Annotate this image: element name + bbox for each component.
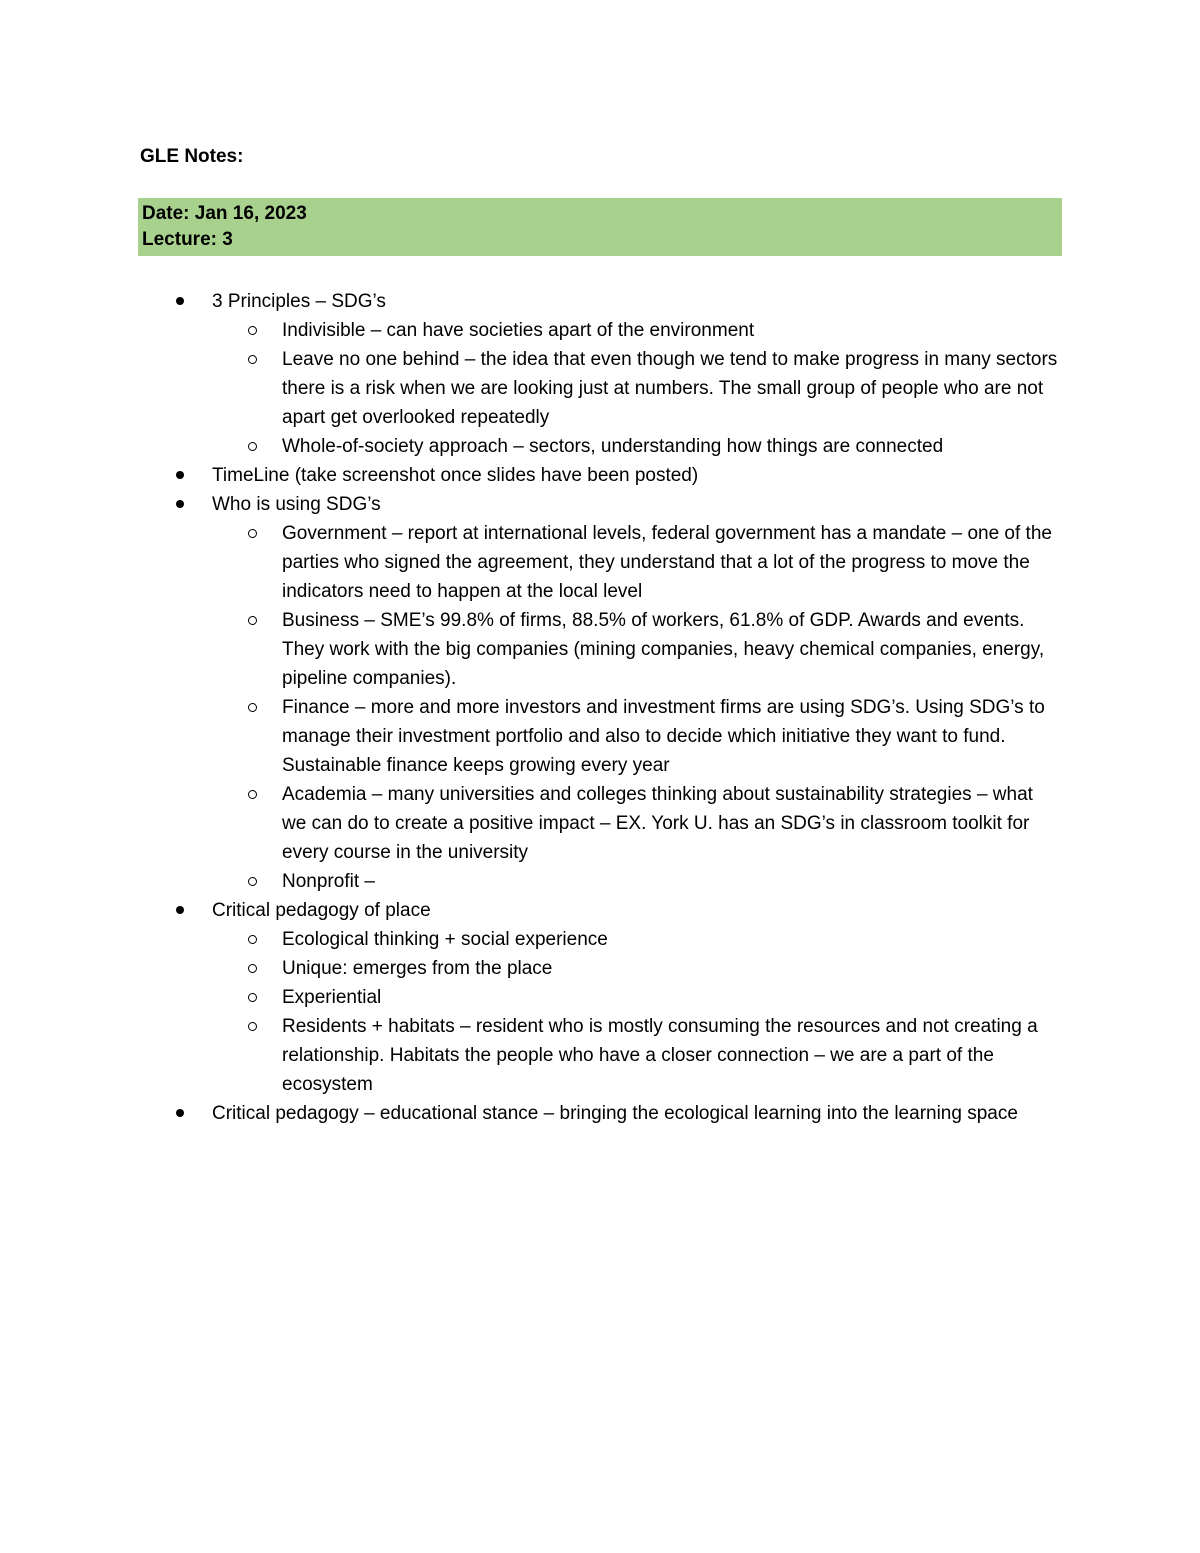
bullet-item	[140, 1099, 1062, 1128]
bullet-dot-icon	[176, 471, 184, 479]
bullet-text: Critical pedagogy – educational stance – bringing the ecological learning into the learning space	[212, 1103, 1018, 1124]
circle-bullet-icon	[248, 355, 257, 364]
notes-list	[140, 287, 1062, 1128]
sub-bullet-item	[210, 925, 1062, 954]
circle-bullet-icon	[248, 326, 257, 335]
sub-bullet-text: Business – SME’s 99.8% of firms, 88.5% of workers, 61.8% of GDP. Awards and events. They work with the big companies (mining companies, heavy chemical companies, energy, pipeline companies).	[282, 610, 1045, 689]
bullet-item	[140, 490, 1062, 896]
circle-bullet-icon	[248, 1022, 257, 1031]
sub-bullet-item	[210, 780, 1062, 867]
sub-bullet-item	[210, 345, 1062, 432]
sub-bullet-text: Unique: emerges from the place	[282, 958, 553, 979]
bullet-dot-icon	[176, 297, 184, 305]
sub-bullet-item	[210, 316, 1062, 345]
lecture-date: Date: Jan 16, 2023	[142, 203, 307, 224]
sub-bullet-item	[210, 983, 1062, 1012]
circle-bullet-icon	[248, 964, 257, 973]
sub-bullet-text: Nonprofit –	[282, 871, 375, 892]
sub-bullet-text: Ecological thinking + social experience	[282, 929, 608, 950]
sub-bullet-text: Residents + habitats – resident who is mostly consuming the resources and not creating a relationship. Habitats the people who have a closer connection – we are a part of the ecosystem	[282, 1016, 1038, 1095]
circle-bullet-icon	[248, 790, 257, 799]
bullet-dot-icon	[176, 500, 184, 508]
circle-bullet-icon	[248, 703, 257, 712]
sub-bullet-list	[210, 316, 1062, 461]
sub-bullet-text: Experiential	[282, 987, 382, 1008]
lecture-number: Lecture: 3	[142, 229, 233, 250]
circle-bullet-icon	[248, 529, 257, 538]
bullet-dot-icon	[176, 906, 184, 914]
sub-bullet-text: Whole-of-society approach – sectors, understanding how things are connected	[282, 436, 944, 457]
sub-bullet-list	[210, 925, 1062, 1099]
sub-bullet-text: Finance – more and more investors and investment firms are using SDG’s. Using SDG’s to manage their investment portfolio and also to decide which initiative they want to fund. Sustainable finance keeps growing every year	[282, 697, 1045, 776]
bullet-item	[140, 461, 1062, 490]
circle-bullet-icon	[248, 616, 257, 625]
sub-bullet-item	[210, 606, 1062, 693]
sub-bullet-item	[210, 1012, 1062, 1099]
sub-bullet-list	[210, 519, 1062, 896]
document-title: GLE Notes:	[140, 146, 244, 167]
bullet-text: TimeLine (take screenshot once slides have been posted)	[212, 465, 699, 486]
circle-bullet-icon	[248, 442, 257, 451]
sub-bullet-text: Indivisible – can have societies apart of the environment	[282, 320, 755, 341]
sub-bullet-text: Government – report at international levels, federal government has a mandate – one of the parties who signed the agreement, they understand that a lot of the progress to move the indicators need to happen at the local level	[282, 523, 1052, 602]
bullet-dot-icon	[176, 1109, 184, 1117]
sub-bullet-text: Academia – many universities and colleges thinking about sustainability strategies – what we can do to create a positive impact – EX. York U. has an SDG’s in classroom toolkit for every course in the university	[282, 784, 1033, 863]
sub-bullet-item	[210, 867, 1062, 896]
bullet-text: 3 Principles – SDG’s	[212, 291, 386, 312]
sub-bullet-item	[210, 519, 1062, 606]
circle-bullet-icon	[248, 993, 257, 1002]
sub-bullet-item	[210, 693, 1062, 780]
bullet-item	[140, 287, 1062, 461]
sub-bullet-item	[210, 432, 1062, 461]
lecture-header-box	[138, 198, 1062, 256]
sub-bullet-item	[210, 954, 1062, 983]
bullet-item	[140, 896, 1062, 1099]
bullet-text: Critical pedagogy of place	[212, 900, 431, 921]
bullet-text: Who is using SDG’s	[212, 494, 381, 515]
bullet-list	[140, 287, 1062, 1128]
circle-bullet-icon	[248, 877, 257, 886]
sub-bullet-text: Leave no one behind – the idea that even though we tend to make progress in many sectors there is a risk when we are looking just at numbers. The small group of people who are not apart get overlooked repeatedly	[282, 349, 1058, 428]
circle-bullet-icon	[248, 935, 257, 944]
